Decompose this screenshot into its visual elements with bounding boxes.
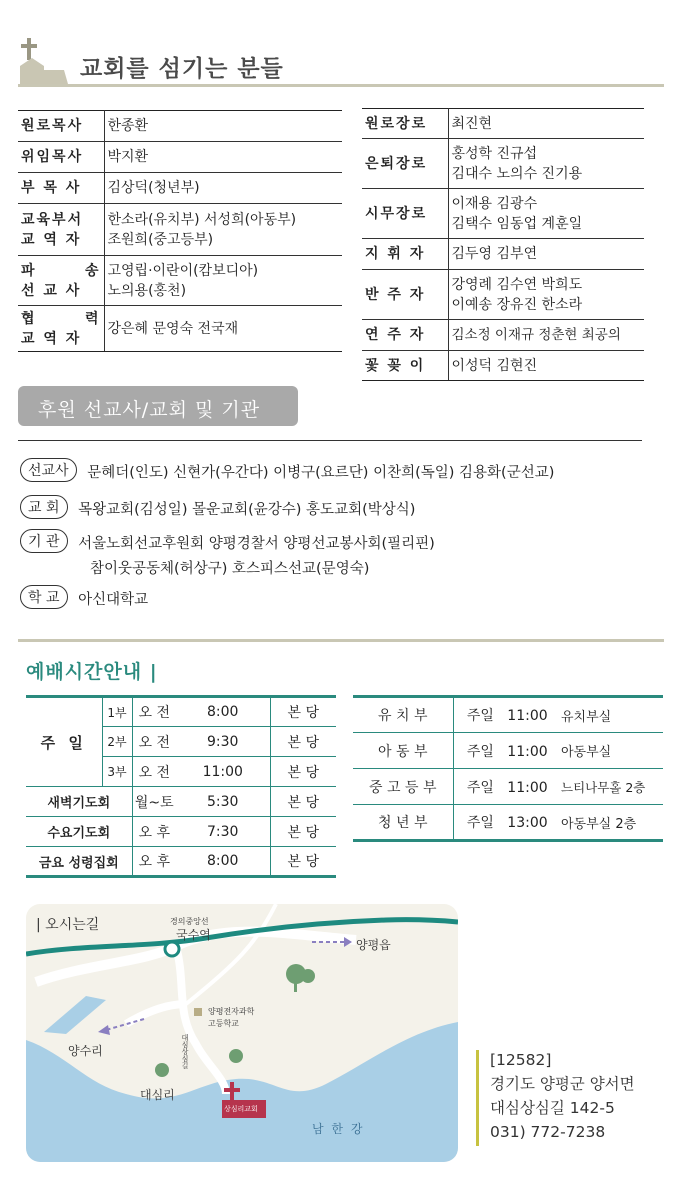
row-value: 한종환 (104, 111, 342, 142)
dept-place: 아동부실 (561, 733, 663, 769)
row-value: 한소라(유치부) 서성희(아동부) (107, 211, 297, 228)
table-row (26, 847, 336, 877)
tree-icon (155, 1063, 169, 1077)
service-name: 새벽기도회 (26, 787, 132, 817)
row-label: 교 역 자 (21, 231, 82, 248)
time: 13:00 (507, 815, 548, 831)
support-list: 아신대학교 (78, 591, 149, 608)
divider (18, 440, 642, 441)
table-row (362, 351, 644, 381)
row-label: 반 주 자 (362, 270, 448, 320)
row-label: 교 역 자 (21, 330, 82, 347)
church-label: 상심리교회 (224, 1105, 258, 1113)
river-label: 남 한 강 (312, 1122, 365, 1136)
place-label: 양평읍 (356, 938, 391, 952)
table-row (18, 173, 342, 204)
tree-icon (301, 969, 315, 983)
row-label: 꽃 꽂 이 (362, 351, 448, 381)
table-row (362, 270, 644, 320)
row-value: 김대수 노의수 진기용 (451, 165, 583, 182)
place: 본 당 (270, 847, 336, 877)
ampm: 오 후 (132, 847, 176, 877)
row-label: 은퇴장로 (362, 139, 448, 189)
row-value: 김택수 임동업 계훈일 (451, 215, 583, 232)
church-cross-icon (18, 36, 70, 86)
tree-icon (229, 1049, 243, 1063)
row-value: 이성덕 김현진 (448, 351, 644, 381)
dept-time (453, 733, 561, 769)
row-value: 홍성학 진규섭 (451, 145, 538, 162)
dept-name: 유 치 부 (353, 697, 453, 733)
row-value: 김소정 이재규 정춘현 최공의 (448, 320, 644, 351)
table-row (362, 109, 644, 139)
row-label: 송 (84, 262, 101, 279)
place: 본 당 (270, 697, 336, 727)
support-title: 후원 선교사/교회 및 기관 (18, 386, 298, 426)
time: 9:30 (176, 727, 270, 757)
support-row-organization (20, 529, 435, 553)
support-list: 문혜더(인도) 신현가(우간다) 이병구(요르단) 이찬희(독일) 김용화(군선교) (87, 464, 555, 481)
category-badge: 기 관 (20, 529, 68, 553)
table-row (353, 697, 663, 733)
ampm: 오 전 (132, 757, 176, 787)
school-icon (194, 1008, 202, 1016)
river-branch (44, 996, 106, 1034)
phone-number: 031) 772-7238 (490, 1123, 606, 1141)
location-map (26, 904, 458, 1162)
station-marker (165, 942, 179, 956)
table-row (362, 189, 644, 239)
row-value: 노의용(홍천) (107, 282, 187, 299)
table-row (18, 204, 342, 256)
address-line: 대심상심길 142-5 (490, 1099, 615, 1117)
part-label: 3부 (102, 757, 132, 787)
dept-name: 중 고 등 부 (353, 769, 453, 805)
row-label: 위임목사 (18, 142, 104, 173)
table-row (26, 817, 336, 847)
row-label: 파 (21, 262, 37, 279)
part-label: 1부 (102, 697, 132, 727)
place: 본 당 (270, 727, 336, 757)
staff-table-right (362, 108, 644, 381)
time: 11:00 (507, 708, 548, 724)
place: 본 당 (270, 817, 336, 847)
support-list: 서울노회선교후원회 양평경찰서 양평선교봉사회(필리핀) (78, 535, 435, 552)
category-badge: 학 교 (20, 585, 68, 609)
row-label: 원로장로 (362, 109, 448, 139)
category-badge: 교 회 (20, 495, 68, 519)
road-label: 대심상심길 (181, 1034, 189, 1069)
row-value: 김두영 김부연 (448, 239, 644, 270)
row-value: 강은혜 문영숙 전국재 (104, 306, 342, 352)
support-row-organization-cont (90, 557, 369, 578)
arrow-icon (98, 1025, 110, 1035)
address-line: 경기도 양평군 양서면 (490, 1075, 635, 1093)
part-label: 2부 (102, 727, 132, 757)
row-label: 부 목 사 (18, 173, 104, 204)
support-row-missionary (20, 458, 554, 482)
table-row (353, 805, 663, 841)
table-row (18, 142, 342, 173)
place: 본 당 (270, 757, 336, 787)
place: 본 당 (270, 787, 336, 817)
support-row-school (20, 585, 148, 609)
time: 8:00 (176, 697, 270, 727)
staff-table-left (18, 110, 342, 352)
dept-name: 아 동 부 (353, 733, 453, 769)
dept-place: 느티나무홀 2층 (561, 769, 663, 805)
map-title: | 오시는길 (36, 917, 100, 933)
time: 11:00 (507, 779, 548, 796)
time: 7:30 (176, 817, 270, 847)
department-table (353, 695, 663, 842)
zip-code: [12582] (490, 1051, 552, 1069)
row-value: 강영례 김수연 박희도 (451, 276, 583, 293)
worship-table (26, 695, 336, 878)
school-label: 고등학교 (208, 1019, 239, 1028)
dept-place: 유치부실 (561, 697, 663, 733)
divider (18, 639, 664, 642)
row-label: 연 주 자 (362, 320, 448, 351)
place-label: 양수리 (68, 1044, 103, 1058)
row-value: 이예송 장유진 한소라 (451, 296, 583, 313)
time: 11:00 (507, 743, 548, 760)
row-label: 원로목사 (18, 111, 104, 142)
row-label: 력 (84, 310, 101, 327)
row-value: 조원희(중고등부) (107, 231, 214, 248)
dept-place: 아동부실 2층 (561, 805, 663, 841)
time: 5:30 (176, 787, 270, 817)
service-name: 수요기도회 (26, 817, 132, 847)
support-list: 목왕교회(김성일) 몰운교회(윤강수) 홍도교회(박상식) (78, 501, 416, 518)
table-row (18, 256, 342, 306)
row-label: 지 휘 자 (362, 239, 448, 270)
service-name: 금요 성령집회 (26, 847, 132, 877)
ampm: 오 후 (132, 817, 176, 847)
row-label: 협 (21, 310, 37, 327)
row-label: 선 교 사 (21, 282, 82, 299)
dept-name: 청 년 부 (353, 805, 453, 841)
address-block (490, 1048, 635, 1144)
day: 주일 (466, 743, 494, 760)
support-row-church (20, 495, 415, 519)
station-label: 국수역 (176, 928, 211, 942)
ampm: 오 전 (132, 727, 176, 757)
category-badge: 선교사 (20, 458, 77, 482)
day: 주일 (466, 815, 494, 831)
table-row (353, 733, 663, 769)
section-header (18, 36, 664, 88)
map-graphic (26, 904, 458, 1162)
table-row (26, 787, 336, 817)
worship-title: 예배시간안내 | (26, 661, 158, 683)
row-value: 이재용 김광수 (451, 195, 538, 212)
school-label: 양평전자과학 (208, 1007, 255, 1016)
divider (18, 84, 664, 87)
row-value: 박지환 (104, 142, 342, 173)
table-row (18, 111, 342, 142)
dept-time (453, 769, 561, 805)
place-label: 대심리 (140, 1088, 175, 1102)
row-label: 교육부서 (21, 211, 84, 228)
time: 8:00 (176, 847, 270, 877)
row-label: 시무장로 (362, 189, 448, 239)
table-row (362, 239, 644, 270)
sunday-label: 주 일 (26, 697, 102, 787)
row-value: 최진현 (448, 109, 644, 139)
day: 주일 (466, 708, 494, 724)
table-row (362, 139, 644, 189)
row-value: 고영립·이란이(캄보디아) (107, 262, 259, 279)
table-row (353, 769, 663, 805)
table-row (362, 320, 644, 351)
table-row (18, 306, 342, 352)
ampm: 오 전 (132, 697, 176, 727)
table-row (26, 697, 336, 727)
ampm: 월~토 (132, 787, 176, 817)
dept-time (453, 697, 561, 733)
day: 주일 (466, 779, 494, 796)
page-title: 교회를 섬기는 분들 (80, 56, 284, 82)
time: 11:00 (176, 757, 270, 787)
rail-line-label: 경의중앙선 (170, 917, 209, 926)
address-accent (476, 1050, 479, 1146)
support-list: 참이웃공동체(허상구) 호스피스선교(문영숙) (90, 561, 370, 577)
dept-time (453, 805, 561, 841)
row-value: 김상덕(청년부) (104, 173, 342, 204)
